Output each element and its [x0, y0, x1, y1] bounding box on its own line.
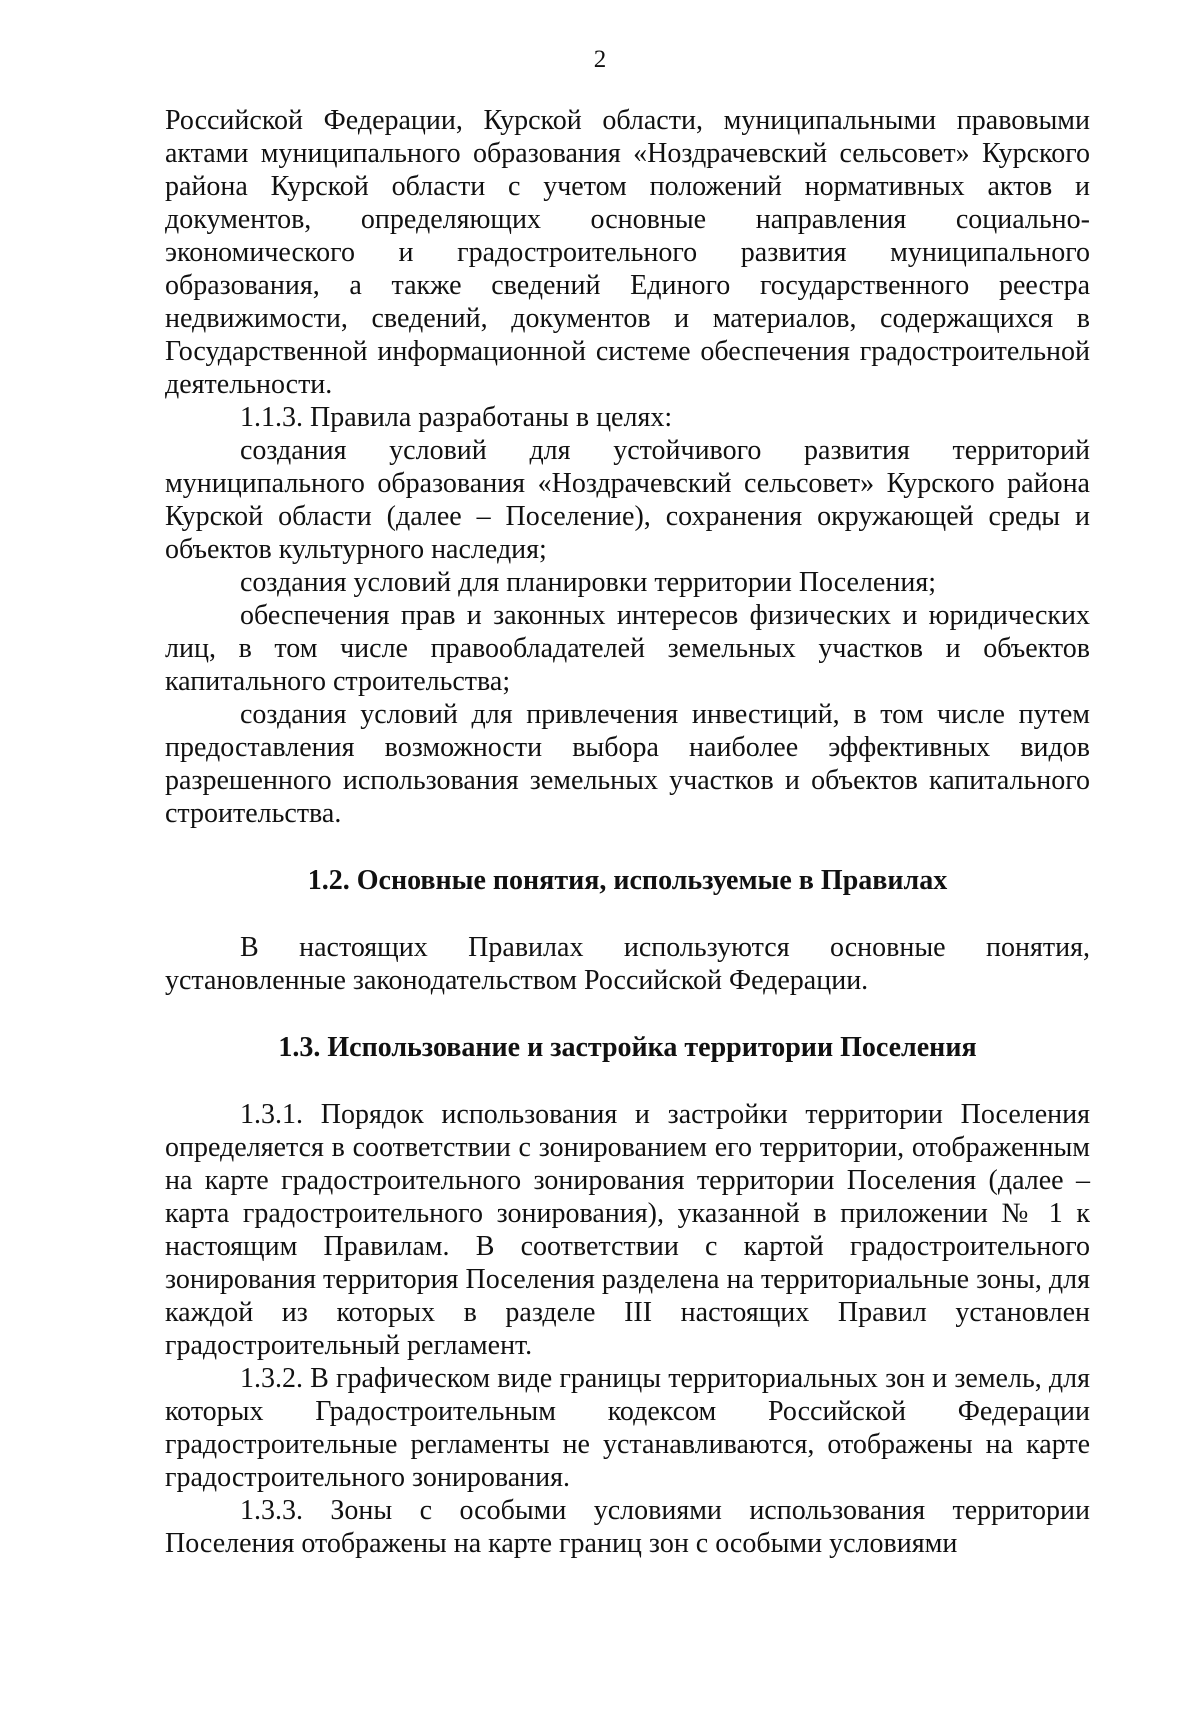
paragraph-1-3-1: 1.3.1. Порядок использования и застройки территории Поселения определяется в соответствии с зонированием его территории, отображенным на карте градостроительного зонирования территории Поселения (далее – карта градостроительного зонирования), указанной в приложении № 1 к настоящим Правилам. В соответствии с картой градостроительного зонирования территория Поселения разделена на территориальные зоны, для каждой из которых в разделе III настоящих Правил установлен градостроительный регламент. — [165, 1099, 1090, 1361]
page-number: 2 — [593, 46, 607, 73]
document-body — [165, 104, 1090, 1560]
paragraph-1-2: В настоящих Правилах используются основные понятия, установленные законодательством Российской Федерации. — [165, 932, 1090, 996]
paragraph-1-1-3: 1.1.3. Правила разработаны в целях: — [240, 402, 673, 433]
paragraph-goal-sustainable-development: создания условий для устойчивого развития территорий муниципального образования «Ноздрачевский сельсовет» Курского района Курской области (далее – Поселение), сохранения окружающей среды и объектов культурного наследия; — [165, 435, 1090, 565]
paragraph-goal-rights: обеспечения прав и законных интересов физических и юридических лиц, в том числе правообладателей земельных участков и объектов капитального строительства; — [165, 600, 1090, 697]
section-heading-1-2: 1.2. Основные понятия, используемые в Правилах — [307, 865, 948, 896]
section-heading-1-3: 1.3. Использование и застройка территории Поселения — [278, 1032, 977, 1063]
paragraph-1-3-2: 1.3.2. В графическом виде границы территориальных зон и земель, для которых Градостроительным кодексом Российской Федерации градостроительные регламенты не устанавливаются, отображены на карте градостроительного зонирования. — [165, 1363, 1090, 1493]
paragraph-1-3-3: 1.3.3. Зоны с особыми условиями использования территории Поселения отображены на карте границ зон с особыми условиями — [165, 1495, 1090, 1559]
paragraph-goal-investments: создания условий для привлечения инвестиций, в том числе путем предоставления возможности выбора наиболее эффективных видов разрешенного использования земельных участков и объектов капитального строительства. — [165, 699, 1090, 829]
paragraph-continuation: Российской Федерации, Курской области, муниципальными правовыми актами муниципального образования «Ноздрачевский сельсовет» Курского района Курской области с учетом положений нормативных актов и документов, определяющих основные направления социально-экономического и градостроительного развития муниципального образования, а также сведений Единого государственного реестра недвижимости, сведений, документов и материалов, содержащихся в Государственной информационной системе обеспечения градостроительной деятельности. — [165, 105, 1090, 400]
paragraph-goal-planning: создания условий для планировки территории Поселения; — [240, 567, 936, 598]
